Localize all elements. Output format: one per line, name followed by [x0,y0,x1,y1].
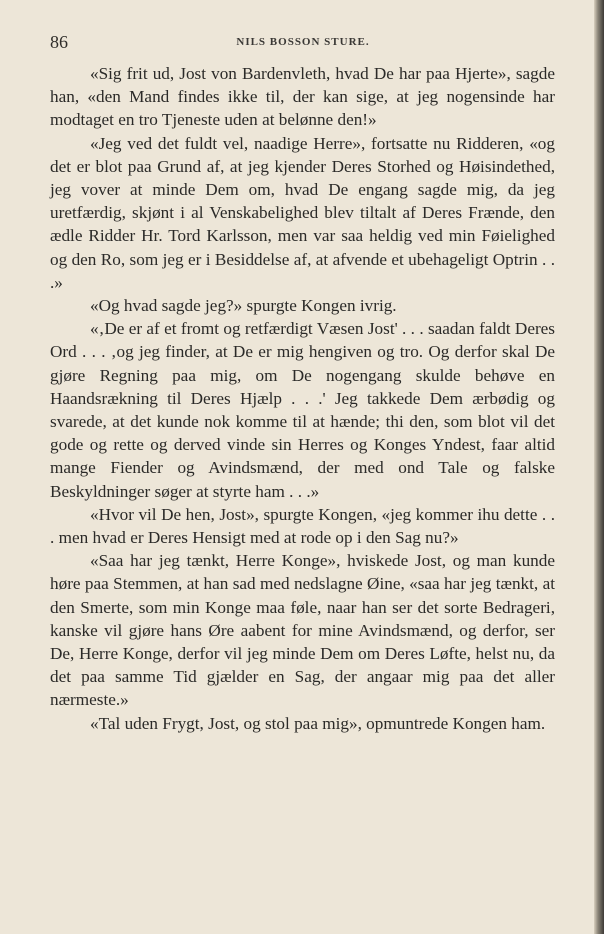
running-title: NILS BOSSON STURE. [236,36,370,48]
paragraph: «Tal uden Frygt, Jost, og stol paa mig», opmuntrede Kongen ham. [90,713,546,733]
paragraph: «‚De er af et fromt og retfærdigt Væsen Jost' . . . saadan faldt Deres Ord . . . ‚og jeg finder, at De er mig hengiven og tro. Og derfor skal De gjøre Regning paa mig, om De nogengang skulde behøve en Haandsrækning til Deres Hjælp . . .' Jeg takkede Dem ærbødig og svarede, at det kunde nok komme til at hænde; thi den, som blot vil det gode og rette og derved vinde sin Herres og Konges Yndest, faar altid mange Fiender og Avindsmænd, der med ond Tale og falske Beskyldninger søger at styrte ham . . .» [50,319,555,501]
paragraph: «Saa har jeg tænkt, Herre Konge», hviskede Jost, og man kunde høre paa Stemmen, at han sad med nedslagne Øine, «saa har jeg tænkt, at den Smerte, som min Konge maa føle, naar han ser det sorte Bedrageri, kanske vil gjøre hans Øre aabent for mine Avindsmænd, og derfor, ser De, Herre Konge, derfor vil jeg minde Dem om Deres Løfte, helst nu, da det paa samme Tid gjælder en Sag, der angaar mig paa det aller nærmeste.» [50,551,555,710]
paragraph: «Og hvad sagde jeg?» spurgte Kongen ivrig. [90,296,397,316]
paragraph: «Sig frit ud, Jost von Bardenvleth, hvad De har paa Hjerte», sagde han, «den Mand findes ikke til, der kan sige, at jeg nogensinde har modtaget en tro Tjeneste uden at belønne den!» [50,64,555,130]
paragraph: «Jeg ved det fuldt vel, naadige Herre», fortsatte nu Ridderen, «og det er blot paa Grund af, at jeg kjender Deres Storhed og Høisindethed, jeg vover at minde Dem om, hvad De engang sagde mig, da jeg uretfærdig, skjønt i al Venskabelighed blev tiltalt af Deres Frænde, den ædle Ridder Hr. Tord Karlsson, men var saa heldig ved min Føielighed og den Ro, som jeg er i Besiddelse af, at afvende et ubehageligt Optrin . . .» [50,133,555,292]
body-text [50,62,555,735]
page-number: 86 [50,32,68,52]
paragraph: «Hvor vil De hen, Jost», spurgte Kongen, «jeg kommer ihu dette . . . men hvad er Deres Hensigt med at rode op i den Sag nu?» [50,504,555,548]
running-head [50,30,556,54]
page-edge [594,0,604,934]
